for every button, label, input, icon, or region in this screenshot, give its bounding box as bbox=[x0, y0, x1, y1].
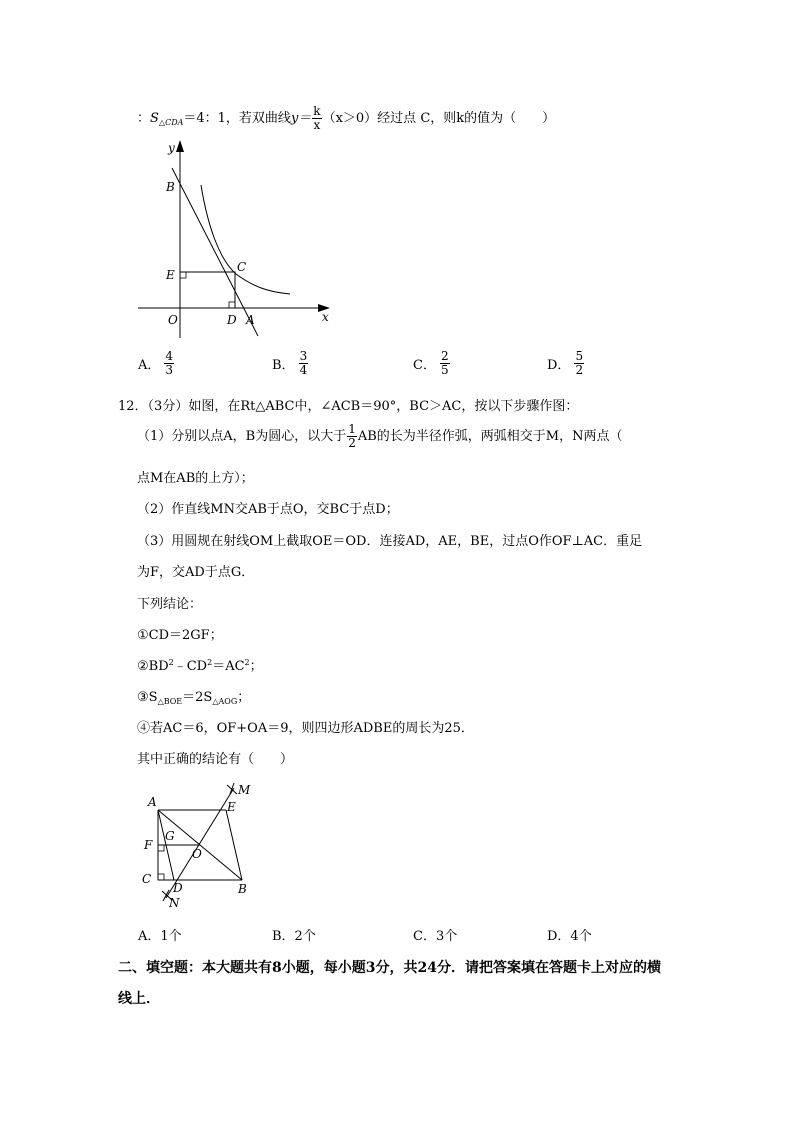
q11-option-b[interactable]: B． $\frac{3}{4}$ bbox=[272, 349, 308, 377]
rect-ecd bbox=[180, 272, 235, 308]
section2-heading: 二、填空题：本大题共有8小题，每小题3分，共24分．请把答案填在答题卡上对应的横 bbox=[118, 960, 661, 976]
q12-option-a[interactable]: A．1个 bbox=[138, 929, 182, 944]
q12-conclusion-4: ④若AC＝6，OF+OA＝9，则四边形ADBE的周长为25． bbox=[137, 721, 474, 736]
label-g: G bbox=[165, 829, 175, 843]
q12-step3: （3）用圆规在射线OM上截取OE＝OD．连接AD，AE，BE，过点O作OF⊥AC．重足 bbox=[137, 534, 643, 549]
hyperbola-curve bbox=[201, 185, 290, 294]
right-angle-e bbox=[180, 272, 186, 278]
q11-area-subscript: △CDA bbox=[158, 118, 184, 127]
label-b: B bbox=[238, 882, 247, 896]
y-axis-arrow bbox=[176, 140, 184, 152]
label-x: x bbox=[322, 310, 329, 324]
q11-k-over-x: $\frac{k}{x}$ bbox=[313, 104, 321, 132]
q12-ask: 其中正确的结论有（ ） bbox=[137, 752, 294, 767]
label-o: O bbox=[168, 313, 178, 327]
q11-y-eq: y＝ bbox=[290, 111, 312, 126]
label-b: B bbox=[166, 180, 175, 194]
q12-conclusions-head: 下列结论： bbox=[137, 597, 203, 612]
q11-stem bbox=[137, 105, 555, 132]
q11-area-symbol: S bbox=[150, 111, 159, 126]
label-a: A bbox=[148, 795, 157, 809]
segment-eb bbox=[226, 810, 242, 880]
label-f: F bbox=[144, 838, 153, 852]
q11-stem-mid: ＝4：1，若双曲线 bbox=[183, 111, 291, 126]
q11-figure bbox=[130, 138, 340, 338]
label-y: y bbox=[168, 141, 175, 155]
q12-option-d[interactable]: D．4个 bbox=[547, 929, 592, 944]
q12-conclusion-1: ①CD＝2GF； bbox=[137, 628, 223, 643]
q12-step1-cont: 点M在AB的上方）； bbox=[137, 471, 254, 486]
q11-option-a[interactable]: A． $\frac{4}{3}$ bbox=[138, 349, 174, 377]
q11-option-c[interactable]: C． $\frac{2}{5}$ bbox=[413, 349, 449, 377]
section2-heading-cont: 线上． bbox=[118, 991, 160, 1007]
right-angle-f bbox=[158, 845, 164, 851]
q12-head: 12．（3分）如图，在Rt△ABC中，∠ACB＝90°，BC＞AC，按以下步骤作图： bbox=[118, 399, 579, 414]
q12-step2: （2）作直线MN交AB于点O，交BC于点D； bbox=[137, 502, 399, 517]
label-e: E bbox=[166, 268, 175, 282]
q12-option-b[interactable]: B．2个 bbox=[272, 929, 316, 944]
label-d: D bbox=[173, 881, 183, 895]
q12-option-c[interactable]: C．3个 bbox=[413, 929, 458, 944]
label-a: A bbox=[246, 313, 255, 327]
q12-step1: （1）分别以点A，B为圆心，以大于 $\frac{1}{2}$ AB的长为半径作弧，两弧相交于M，N两点（ bbox=[137, 422, 623, 450]
q11-condition: （x＞0）经过点 C，则k的值为（ ） bbox=[322, 111, 556, 126]
right-angle-d bbox=[229, 302, 235, 308]
label-e: E bbox=[227, 800, 236, 814]
label-o: O bbox=[192, 847, 202, 861]
label-c: C bbox=[237, 260, 247, 274]
label-n: N bbox=[169, 896, 180, 910]
q12-figure bbox=[138, 780, 268, 910]
q11-option-d[interactable]: D． $\frac{5}{2}$ bbox=[547, 349, 584, 377]
q11-stem-prefix: ： bbox=[137, 111, 151, 126]
q12-step3-cont: 为F，交AD于点G． bbox=[137, 565, 255, 580]
line-ab bbox=[172, 168, 258, 336]
q12-conclusion-3: $③S_{\triangle BOE}=2S_{\triangle AOG}$； bbox=[137, 690, 251, 706]
label-m: M bbox=[238, 783, 251, 797]
right-angle-c bbox=[158, 874, 164, 880]
label-c: C bbox=[142, 872, 152, 886]
q12-conclusion-2: $②BD^2﹣CD^2=AC^2$； bbox=[137, 658, 263, 674]
label-d: D bbox=[227, 313, 237, 327]
